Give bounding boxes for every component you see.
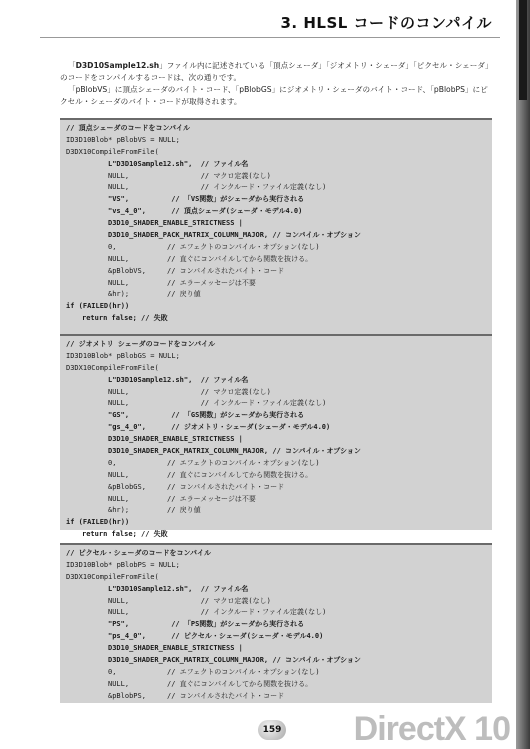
code-line: D3D10_SHADER_ENABLE_STRICTNESS | xyxy=(108,219,243,228)
code-line: 0, // エフェクトのコンパイル・オプション(なし) xyxy=(108,458,320,467)
code-line: NULL, // 直ぐにコンパイルしてから関数を抜ける。 xyxy=(108,254,313,263)
code-line: "PS", // 「PS関数」がシェーダから実行される xyxy=(108,620,305,629)
code-line: NULL, // エラーメッセージは不要 xyxy=(108,278,256,287)
code-line: &pBlobGS, // コンパイルされたバイト・コード xyxy=(108,482,285,491)
code-line: L"D3D10Sample12.sh", // ファイル名 xyxy=(108,375,249,384)
intro-p1-text: 」ファイル内に記述されている「頂点シェーダ」「ジオメトリ・シェーダ」「ピクセル・シェーダ」のコードをコンパイルするコードは、次の通りです。 xyxy=(60,61,489,82)
code-line: &hr); // 戻り値 xyxy=(108,290,201,299)
code-line: NULL, // 直ぐにコンパイルしてから関数を抜ける。 xyxy=(108,470,313,479)
intro-paragraph-1 xyxy=(60,60,490,84)
code-line: 0, // エフェクトのコンパイル・オプション(なし) xyxy=(108,667,320,676)
code-line: NULL, // 直ぐにコンパイルしてから関数を抜ける。 xyxy=(108,679,313,688)
chapter-tab xyxy=(519,0,527,100)
code-line: "gs_4_0", // ジオメトリ・シェーダ(シェーダ・モデル4.0) xyxy=(108,423,331,432)
code-line: return false; // 失敗 xyxy=(82,530,168,539)
page-footer xyxy=(0,700,516,749)
code-line: D3DX10CompileFromFile( xyxy=(66,363,159,372)
code-line: "vs_4_0", // 頂点シェーダ(シェーダ・モデル4.0) xyxy=(108,207,303,216)
code-line: // ジオメトリ シェーダのコードをコンパイル xyxy=(66,340,216,348)
code-line: // 頂点シェーダのコードをコンパイル xyxy=(66,124,191,132)
code-block-geometry-shader xyxy=(60,334,492,539)
intro-p1-open: 「 xyxy=(68,61,76,70)
code-line: return false; // 失敗 xyxy=(82,314,168,323)
code-line: D3D10_SHADER_PACK_MATRIX_COLUMN_MAJOR, // コンパイル・オプション xyxy=(108,656,361,665)
code-line: ID3D10Blob* pBlobVS = NULL; xyxy=(66,135,180,144)
code-block-vertex-shader xyxy=(60,118,492,336)
code-line: D3D10_SHADER_ENABLE_STRICTNESS | xyxy=(108,435,243,444)
intro-paragraph-2: 「pBlobVS」に頂点シェーダのバイト・コード、「pBlobGS」にジオメトリ・シェーダのバイト・コード、「pBlobPS」にピクセル・シェーダのバイト・コードが取得されます。 xyxy=(60,85,488,106)
brand-logo: DirectX 10 xyxy=(353,710,510,748)
code-line: &pBlobVS, // コンパイルされたバイト・コード xyxy=(108,266,285,275)
code-line: NULL, // マクロ定義(なし) xyxy=(108,171,271,180)
code-line: 0, // エフェクトのコンパイル・オプション(なし) xyxy=(108,242,320,251)
code-line: ID3D10Blob* pBlobPS = NULL; xyxy=(66,560,180,569)
intro-text xyxy=(60,60,490,108)
header-rule xyxy=(40,37,500,38)
code-line: NULL, // インクルード・ファイル定義(なし) xyxy=(108,608,327,617)
code-line: NULL, // インクルード・ファイル定義(なし) xyxy=(108,399,327,408)
code-line: NULL, // エラーメッセージは不要 xyxy=(108,494,256,503)
code-line: &hr); // 戻り値 xyxy=(108,506,201,515)
code-line: D3D10_SHADER_PACK_MATRIX_COLUMN_MAJOR, // コンパイル・オプション xyxy=(108,231,361,240)
code-line: // ピクセル・シェーダのコードをコンパイル xyxy=(66,549,212,557)
code-line: D3D10_SHADER_ENABLE_STRICTNESS | xyxy=(108,644,243,653)
intro-filename: D3D10Sample12.sh xyxy=(75,61,160,70)
code-line: NULL, // マクロ定義(なし) xyxy=(108,596,271,605)
code-line: NULL, // インクルード・ファイル定義(なし) xyxy=(108,183,327,192)
code-line: &pBlobPS, // コンパイルされたバイト・コード xyxy=(108,691,285,700)
code-line: "VS", // 「VS関数」がシェーダから実行される xyxy=(108,195,305,204)
code-line: if (FAILED(hr)) xyxy=(66,518,130,527)
code-block-pixel-shader xyxy=(60,543,492,703)
code-line: ID3D10Blob* pBlobGS = NULL; xyxy=(66,351,180,360)
code-line: if (FAILED(hr)) xyxy=(66,302,130,311)
code-line: "ps_4_0", // ピクセル・シェーダ(シェーダ・モデル4.0) xyxy=(108,632,324,641)
code-line: D3D10_SHADER_PACK_MATRIX_COLUMN_MAJOR, // コンパイル・オプション xyxy=(108,447,361,456)
page-edge-bar xyxy=(516,0,530,749)
code-line: D3DX10CompileFromFile( xyxy=(66,572,159,581)
page-number: 159 xyxy=(258,720,286,740)
page-header xyxy=(0,10,500,36)
code-line: "GS", // 「GS関数」がシェーダから実行される xyxy=(108,411,305,420)
code-line: L"D3D10Sample12.sh", // ファイル名 xyxy=(108,159,249,168)
section-title: 3. HLSL コードのコンパイル xyxy=(280,14,492,32)
code-line: D3DX10CompileFromFile( xyxy=(66,147,159,156)
code-line: L"D3D10Sample12.sh", // ファイル名 xyxy=(108,584,249,593)
code-line: NULL, // マクロ定義(なし) xyxy=(108,387,271,396)
